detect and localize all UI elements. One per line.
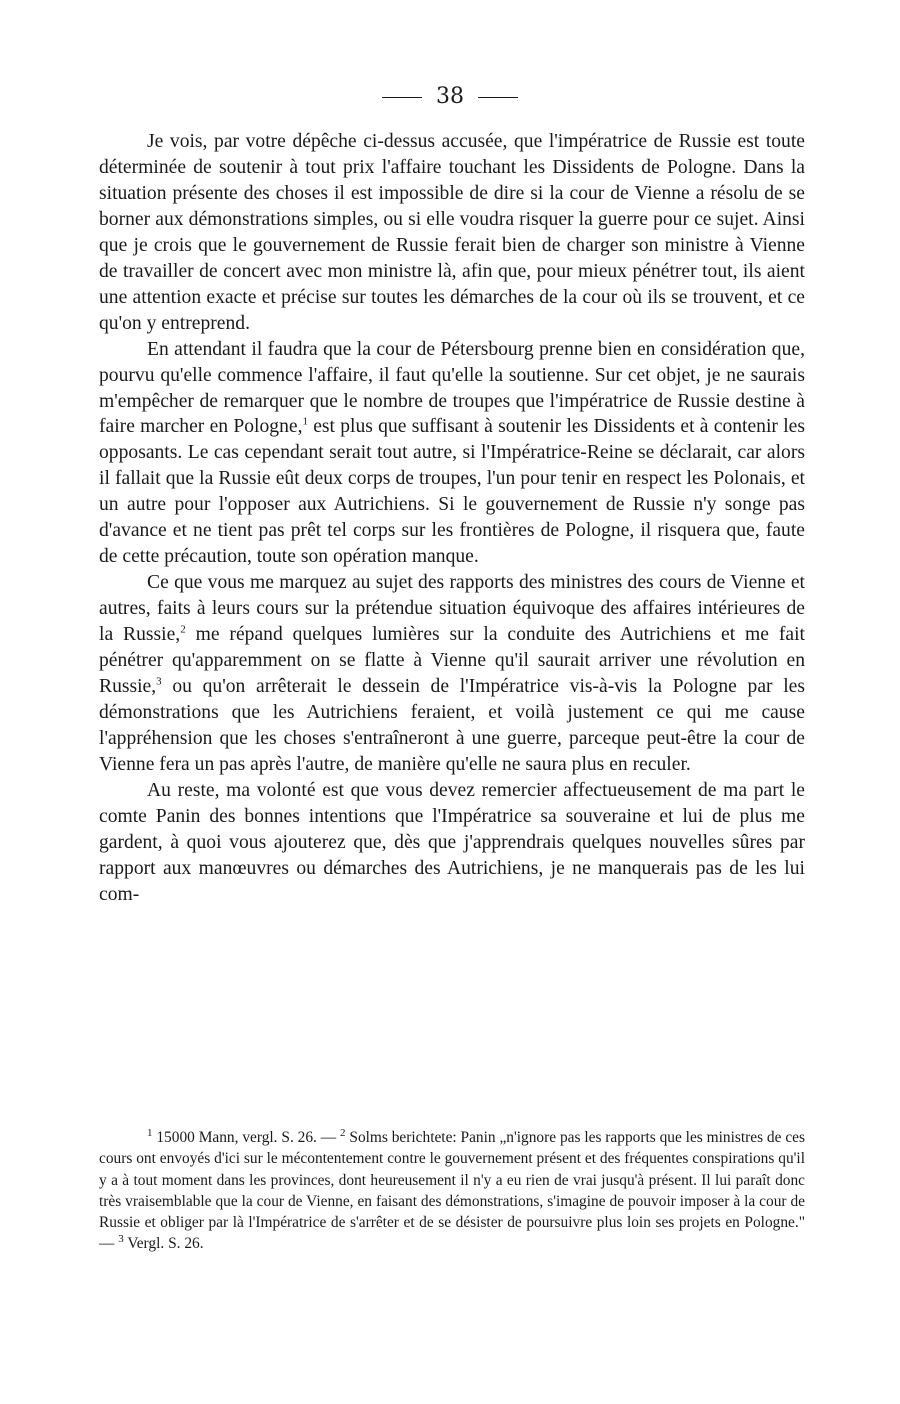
paragraph-2	[99, 337, 805, 571]
page-number-text: 38	[436, 84, 464, 109]
footnote-text-1: 15000 Mann, vergl. S. 26. —	[152, 1129, 341, 1146]
footnote-text-3: Vergl. S. 26.	[123, 1235, 204, 1253]
paragraph-4: Au reste, ma volonté est que vous devez remercier affectueusement de ma part le comte Panin des bonnes intentions que l'Impératrice sa souveraine et lui de plus me gardent, à quoi vous ajouterez que, dès que j'apprendrais quelques nouvelles sûres par rapport aux manœuvres ou démarches des Autrichiens, je ne manquerais pas de les lui com-	[99, 779, 805, 905]
footnote-text-2: Solms berichtete: Panin „n'ignore pas les rapports que les ministres de ces cours ont envoyés d'ici sur le mécontentement contre le gouvernement présent et des fréquentes conspirations qu'il y a à tout moment dans les provinces, dont heureusement il n'y a eu rien de vrai jusqu'à présent. Il lui paraît donc très vraisemblable que la cour de Vienne, en faisant des démonstrations, s'imagine de pouvoir imposer à la cour de Russie et obliger par là l'Impératrice de s'arrêter et de se désister de poursuivre plus loin ses projets en Pologne." —	[99, 1129, 805, 1253]
paragraph-1: Je vois, par votre dépêche ci-dessus accusée, que l'impératrice de Russie est toute déterminée de soutenir à tout prix l'affaire touchant les Dissidents de Pologne. Dans la situation présente des choses il est impossible de dire si la cour de Vienne a résolu de se borner aux démonstrations simples, ou si elle voudra risquer la guerre pour ce sujet. Ainsi que je crois que le gouvernement de Russie ferait bien de charger son ministre à Vienne de travailler de concert avec mon ministre là, afin que, pour mieux pénétrer tout, ils aient une attention exacte et précise sur toutes les démarches de la cour où ils se trouvent, et ce qu'on y entreprend.	[99, 131, 805, 334]
paragraph-3-part-2: me répand quelques lumières sur la conduite des Autrichiens et me fait pénétrer qu'apparemment on se flatte à Vienne qu'il saurait arriver une révolution en Russie,	[99, 624, 805, 698]
footnote-mark-1: 1	[147, 1126, 153, 1139]
body-text	[99, 129, 805, 908]
paragraph-3-part-3: ou qu'on arrêterait le dessein de l'Impératrice vis-à-vis la Pologne par les démonstrations que les Autrichiens feraient, et voilà justement ce qui me cause l'appréhension que les choses s'entraîneront à une guerre, parceque peut-être la cour de Vienne fera un pas après l'autre, de manière qu'elle ne saura plus en reculer.	[99, 676, 805, 775]
footnotes	[99, 1127, 805, 1255]
footnote-block	[99, 1127, 805, 1255]
footnote-ref-2: 2	[180, 623, 186, 636]
paragraph-2-part-2: est plus que suffisant à soutenir les Dissidents et à contenir les opposants. Le cas cependant serait tout autre, si l'Impératrice-Reine se déclarait, car alors il fallait que la Russie eût deux corps de troupes, l'un pour tenir en respect les Polonais, et un autre pour l'opposer aux Autrichiens. Si le gouvernement de Russie n'y songe pas d'avance et ne tient pas prêt tel corps sur les frontières de Pologne, il risquera que, faute de cette précaution, toute son opération manque.	[99, 416, 805, 568]
paragraph-3-part-1: Ce que vous me marquez au sujet des rapports des ministres des cours de Vienne et autres, faits à leurs cours sur la prétendue situation équivoque des affaires intérieures de la Russie,	[99, 572, 805, 646]
footnote-mark-3: 3	[118, 1233, 124, 1246]
page-number	[0, 84, 900, 110]
paragraph-3	[99, 570, 805, 778]
footnote-ref-3: 3	[156, 675, 162, 688]
left-dash	[382, 97, 422, 98]
footnote-mark-2: 2	[340, 1126, 346, 1139]
right-dash	[478, 97, 518, 98]
paragraph-2-part-1: En attendant il faudra que la cour de Pétersbourg prenne bien en considération que, pourvu qu'elle commence l'affaire, il faut qu'elle la soutienne. Sur cet objet, je ne saurais m'empêcher de remarquer que le nombre de troupes que l'impératrice de Russie destine à faire marcher en Pologne,	[99, 338, 805, 438]
footnote-ref-1: 1	[302, 415, 308, 428]
